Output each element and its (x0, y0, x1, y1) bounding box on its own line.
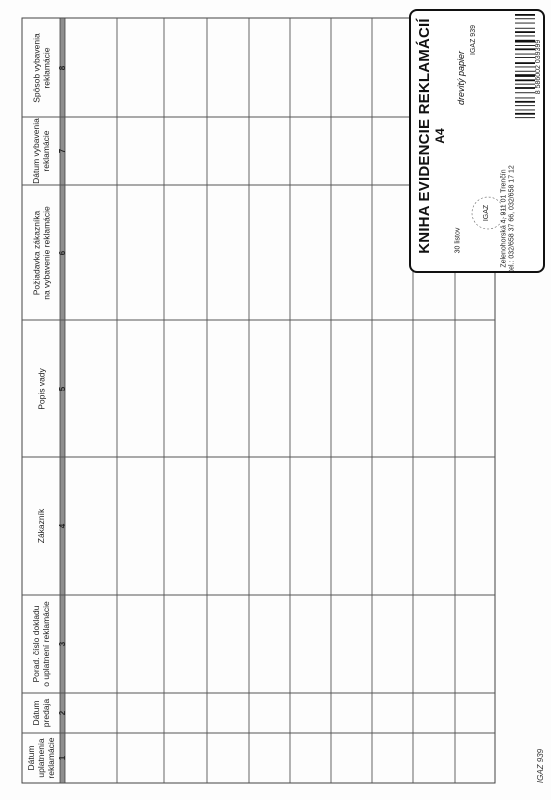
barcode-bar (515, 113, 535, 115)
column-header-line: Popis vady (36, 367, 47, 410)
column-number-1: 1 (57, 755, 67, 761)
barcode-bar (515, 110, 535, 111)
barcode-bar (515, 98, 535, 99)
column-header-6 (25, 185, 59, 320)
label-format: A4 (433, 128, 447, 144)
column-header-line: Dátum (31, 700, 42, 726)
paper-type: drevitý papier (456, 50, 466, 106)
address-line-1: Zelenohorská 4, 911 01 Trenčín (500, 168, 508, 268)
barcode-bar (515, 79, 535, 81)
column-number-4: 4 (57, 523, 67, 529)
barcode-bar (515, 18, 535, 19)
column-header-3 (25, 595, 59, 693)
column-number-2: 2 (57, 710, 67, 716)
barcode-bar (515, 48, 535, 50)
column-number-3: 3 (57, 641, 67, 647)
barcode-bar (515, 74, 535, 77)
barcode-bar (515, 92, 535, 93)
barcode-bar (515, 84, 535, 85)
column-header-line: reklamácie (41, 130, 51, 172)
label-title: KNIHA EVIDENCIE REKLAMÁCIÍ (416, 18, 433, 254)
barcode-digits: 8 586002 039399 (535, 39, 542, 95)
column-number-8: 8 (57, 65, 67, 70)
column-number-7: 7 (57, 148, 67, 154)
barcode-bar (515, 14, 535, 16)
column-header-line: Zákazník (36, 508, 47, 544)
barcode-bar (515, 31, 535, 33)
column-header-5 (25, 320, 59, 457)
column-number-6: 6 (57, 250, 67, 255)
barcode-bar (515, 23, 535, 24)
barcode-bar (515, 28, 535, 29)
barcode-bar (515, 101, 535, 103)
address-line-2: tel.: 032/658 37 66, 032/658 17 12 (508, 164, 516, 272)
column-header-line: predaja (41, 698, 51, 728)
label-code: IGAZ 939 (470, 25, 477, 55)
barcode-bar (515, 67, 535, 68)
column-header-line: Dátum (26, 745, 37, 771)
column-header-line: reklamácie (41, 46, 51, 89)
column-header-2 (25, 693, 59, 733)
barcode-bar (515, 54, 535, 55)
column-header-line: reklamácie (45, 737, 56, 779)
barcode-bar (515, 117, 535, 118)
barcode-bar (515, 71, 535, 72)
barcode-bar (515, 87, 535, 89)
column-header-line: o uplatnení reklamácie (41, 601, 51, 687)
column-number-5: 5 (57, 386, 67, 391)
column-header-1 (25, 733, 59, 783)
barcode-bar (515, 36, 535, 37)
column-header-8 (25, 18, 59, 117)
barcode-bar (515, 105, 535, 106)
footer-code: IGAZ 939 (536, 748, 545, 784)
column-header-line: uplatnenia (36, 738, 47, 778)
column-header-line: Požiadavka zákazníka (31, 210, 42, 295)
barcode-bar (515, 40, 535, 43)
barcode-bar (515, 45, 535, 46)
logo-text: IGAZ (483, 204, 490, 222)
column-header-4 (25, 457, 59, 595)
column-header-line: Spôsob vybavenia (31, 32, 42, 103)
column-header-line: Porad. číslo dokladu (31, 605, 42, 683)
barcode-bar (515, 62, 535, 64)
barcode-bar (515, 57, 535, 58)
column-header-line: na vybavenie reklamácie (41, 205, 51, 300)
number-band (60, 18, 65, 783)
sheet-count: 30 listov (454, 227, 462, 253)
column-header-7 (25, 117, 59, 185)
column-header-line: Dátum vybavenia (31, 118, 42, 184)
